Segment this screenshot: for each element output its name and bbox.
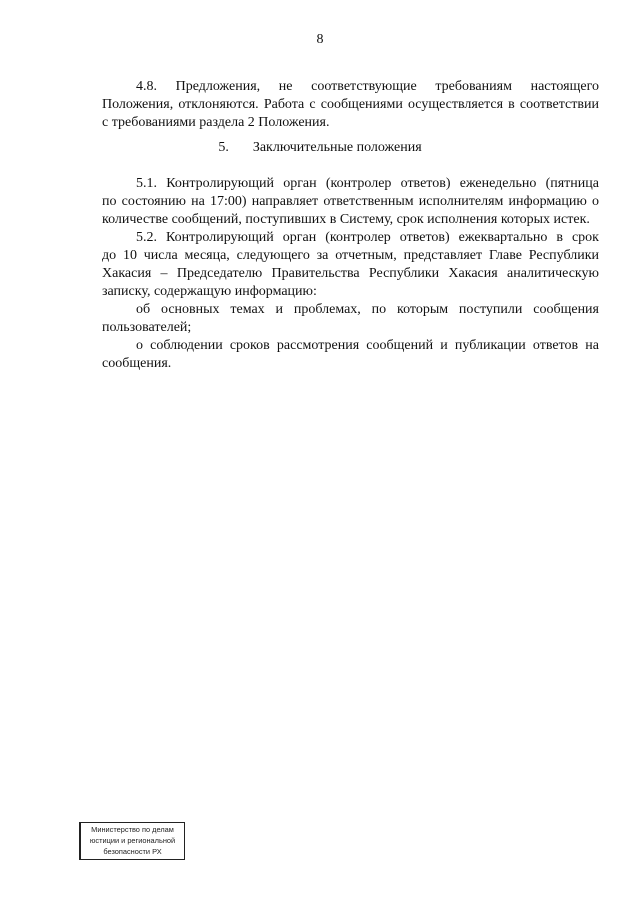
paragraph-5-1-line-3: количестве сообщений, поступивших в Систему, срок исполнения которых истек. bbox=[102, 212, 590, 227]
stamp-line: Министерство по делам bbox=[91, 825, 174, 834]
stamp-line: безопасности РХ bbox=[103, 847, 162, 856]
paragraph-4-8-line-3: с требованиями раздела 2 Положения. bbox=[102, 115, 330, 130]
paragraph-5-2-line-3: Хакасия – Председателю Правительства Республики Хакасия аналитическую bbox=[102, 266, 599, 281]
paragraph-5-2-line-8: сообщения. bbox=[102, 356, 172, 371]
ministry-stamp bbox=[79, 822, 185, 860]
paragraph-5-2-line-6: пользователей; bbox=[102, 320, 192, 335]
paragraph-5-2-line-7: о соблюдении сроков рассмотрения сообщений и публикации ответов на bbox=[136, 338, 599, 353]
paragraph-5-2-line-2: до 10 числа месяца, следующего за отчетным, представляет Главе Республики bbox=[102, 248, 599, 263]
paragraph-5-1-line-1: 5.1. Контролирующий орган (контролер ответов) еженедельно (пятница bbox=[136, 176, 599, 191]
paragraph-5-1-line-2: по состоянию на 17:00) направляет ответственным исполнителям информацию о bbox=[102, 194, 599, 209]
paragraph-5-2-line-5: об основных темах и проблемах, по которым поступили сообщения bbox=[136, 302, 599, 317]
section-title: Заключительные положения bbox=[252, 140, 422, 155]
paragraph-4-8-line-2: Положения, отклоняются. Работа с сообщениями осуществляется в соответствии bbox=[102, 97, 599, 112]
section-heading bbox=[0, 140, 640, 156]
paragraph-5-2-line-1: 5.2. Контролирующий орган (контролер ответов) ежеквартально в срок bbox=[136, 230, 599, 245]
stamp-line: юстиции и региональной bbox=[89, 836, 176, 845]
section-number: 5. bbox=[218, 140, 229, 155]
paragraph-5-2-line-4: записку, содержащую информацию: bbox=[102, 284, 317, 299]
page-number: 8 bbox=[316, 32, 324, 47]
paragraph-4-8-line-1: 4.8. Предложения, не соответствующие требованиям настоящего bbox=[136, 79, 599, 94]
